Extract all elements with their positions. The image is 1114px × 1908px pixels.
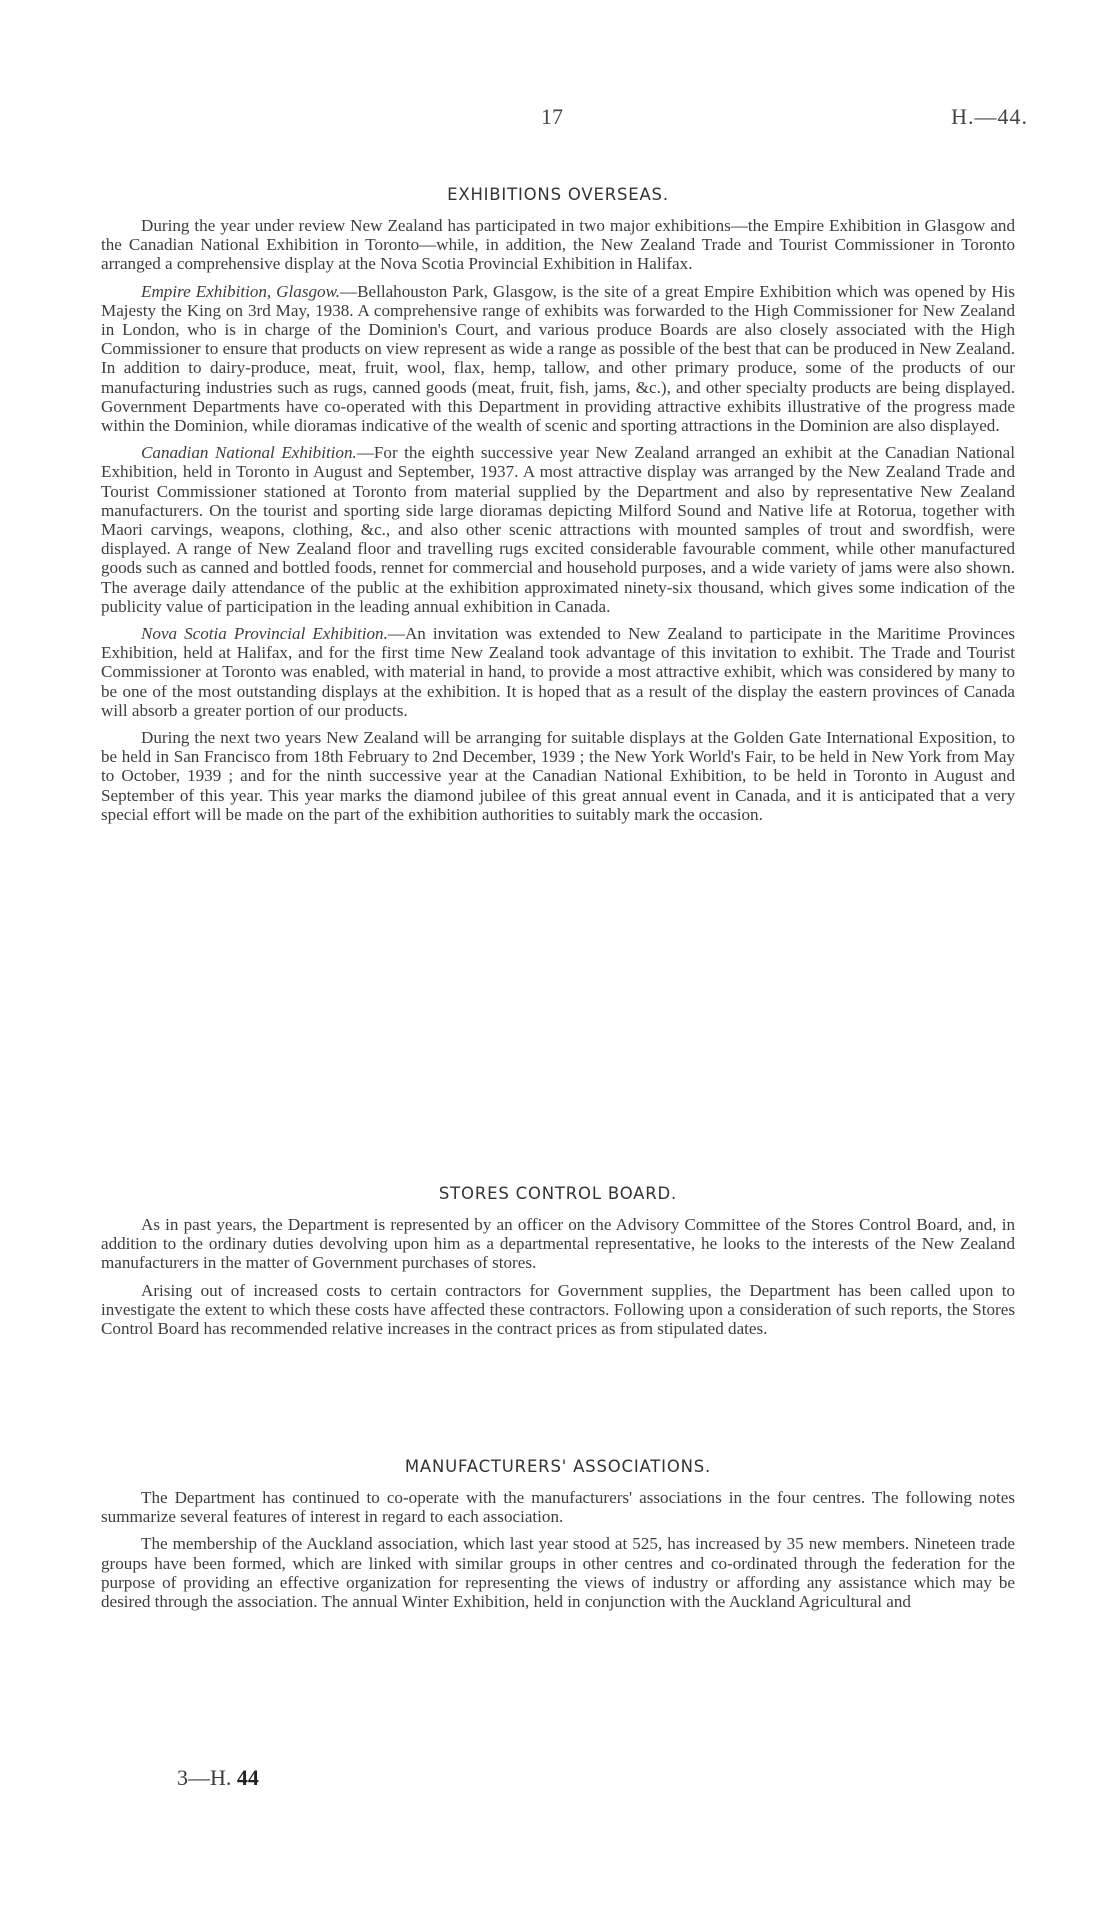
paragraph-body: —Bellahouston Park, Glasgow, is the site of a great Empire Exhibition which was opened by His Majesty the King on 3rd May, 1938. A comprehensive range of exhibits was forwarded to the High Commissioner for New Zealand in London, who is in charge of the Dominion's Court, and various produce Boards are also closely associated with the High Commissioner to ensure that products on view represent as wide a range as possible of the best that can be produced in New Zealand. In addition to dairy-produce, meat, fruit, wool, flax, hemp, tallow, and other primary produce, some of the products of our manufacturing industries such as rugs, canned goods (meat, fruit, fish, jams, &c.), and other specialty products are being displayed. Government Departments have co-operated with this Department in providing attractive exhibits illustrative of the progress made within the Dominion, while dioramas indicative of the wealth of scenic and sporting attractions in the Dominion are also displayed.: [101, 281, 1015, 436]
footer-ref-number: 44: [236, 1765, 259, 1790]
document-reference: H.—44.: [951, 104, 1028, 129]
paragraph: Arising out of increased costs to certain contractors for Government supplies, the Department has been called upon to investigate the extent to which these costs have affected these contractors. Following upon a consideration of such reports, the Stores Control Board has recommended relative increases in the contract prices as from stipulated dates.: [101, 1280, 1015, 1339]
paragraph: The membership of the Auckland association, which last year stood at 525, has increased by 35 new members. Nineteen trade groups have been formed, which are linked with similar groups in other centres and co-ordinated through the federation for the purpose of providing an effective organization for representing the views of industry or affording any assistance which may be desired through the association. The annual Winter Exhibition, held in conjunction with the Auckland Agricultural and: [101, 1534, 1015, 1612]
paragraph-lead: Nova Scotia Provincial Exhibition.: [141, 624, 388, 644]
paragraph-lead: Empire Exhibition, Glasgow.: [141, 281, 340, 301]
paragraph-lead: Canadian National Exhibition.: [141, 443, 357, 463]
page-number: 17: [541, 104, 563, 129]
section-stores-control-board: [101, 1184, 1015, 1346]
paragraph-nova-scotia-exhibition: [101, 624, 1015, 720]
section-manufacturers-associations: [101, 1457, 1015, 1619]
paragraph: As in past years, the Department is represented by an officer on the Advisory Committee of the Stores Control Board, and, in addition to the ordinary duties devolving upon him as a departmental representative, he looks to the interests of the New Zealand manufacturers in the matter of Government purchases of stores.: [101, 1215, 1015, 1273]
paragraph: The Department has continued to co-operate with the manufacturers' associations in the four centres. The following notes summarize several features of interest in regard to each association.: [101, 1488, 1015, 1527]
paragraph-canadian-exhibition: [101, 443, 1015, 616]
paragraph-body: —For the eighth successive year New Zealand arranged an exhibit at the Canadian National Exhibition, held in Toronto in August and September, 1937. A most attractive display was arranged by the New Zealand Trade and Tourist Commissioner stationed at Toronto from material supplied by the Department and also by representative New Zealand manufacturers. On the tourist and sporting side large dioramas depicting Milford Sound and Native life at Rotorua, together with Maori carvings, weapons, clothing, &c., and also other scenic attractions with mounted samples of trout and swordfish, were displayed. A range of New Zealand floor and travelling rugs excited considerable favourable comment, while other manufactured goods such as canned and bottled foods, rennet for commercial and household purposes, and a wide variety of jams were also shown. The average daily attendance of the public at the exhibition approximated ninety-six thousand, which gives some indication of the publicity value of participation in the leading annual exhibition in Canada.: [101, 443, 1015, 616]
paragraph-empire-exhibition: [101, 282, 1015, 436]
paragraph-body: —An invitation was extended to New Zealand to participate in the Maritime Provinces Exhibition, held at Halifax, and for the first time New Zealand took advantage of this invitation to exhibit. The Trade and Tourist Commissioner at Toronto was enabled, with material in hand, to provide a most attractive exhibit, which was considered by many to be one of the most outstanding displays at the exhibition. It is hoped that as a result of the display the eastern provinces of Canada will absorb a greater portion of our products.: [101, 624, 1015, 720]
section-exhibitions-overseas: [101, 185, 1015, 832]
section-heading: EXHIBITIONS OVERSEAS.: [447, 185, 669, 204]
paragraph-future-exhibitions: During the next two years New Zealand will be arranging for suitable displays at the Golden Gate International Exposition, to be held in San Francisco from 18th February to 2nd December, 1939 ; the New York World's Fair, to be held in New York from May to October, 1939 ; and for the ninth successive year at the Canadian National Exhibition, to be held in Toronto in August and September of this year. This year marks the diamond jubilee of this great annual event in Canada, and it is anticipated that a very special effort will be made on the part of the exhibition authorities to suitably mark the occasion.: [101, 728, 1015, 824]
section-heading: STORES CONTROL BOARD.: [438, 1184, 678, 1203]
page-header: [0, 104, 1114, 134]
paragraph-intro: During the year under review New Zealand has participated in two major exhibitions—the Empire Exhibition in Glasgow and the Canadian National Exhibition in Toronto—while, in addition, the New Zealand Trade and Tourist Commissioner in Toronto arranged a comprehensive display at the Nova Scotia Provincial Exhibition in Halifax.: [101, 216, 1015, 274]
footer-signature-reference: [177, 1765, 259, 1791]
footer-ref-prefix: 3—H.: [177, 1765, 232, 1790]
section-heading: MANUFACTURERS' ASSOCIATIONS.: [404, 1457, 712, 1476]
